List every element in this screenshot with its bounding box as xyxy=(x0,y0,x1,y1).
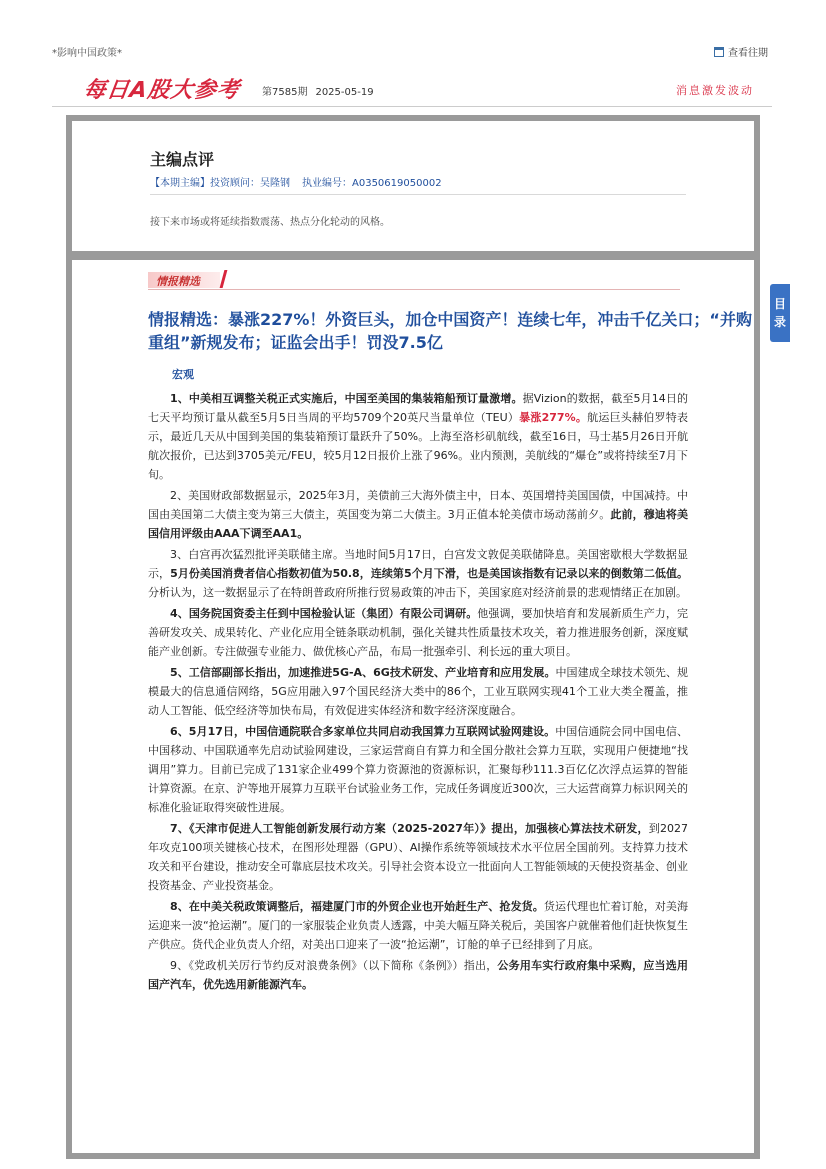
banner-line xyxy=(148,289,680,290)
archive-link[interactable] xyxy=(714,44,768,59)
issue-date: 2025-05-19 xyxy=(315,87,374,98)
paragraph: 9、《党政机关厉行节约反对浪费条例》（以下简称《条例》）指出，公务用车实行政府集中采购，应当选用国产汽车，优先选用新能源汽车。 xyxy=(148,959,688,991)
editorial-divider xyxy=(150,194,686,195)
editorial-box xyxy=(66,115,760,257)
editorial-meta xyxy=(150,174,454,189)
slogan: *影响中国政策* xyxy=(52,48,122,59)
paragraph: 2、美国财政部数据显示，2025年3月，美债前三大海外债主中，日本、英国增持美国国债，中国减持。中国由美国第二大债主变为第三大债主，英国变为第二大债主。3月正值本轮美债市场动荡前夕。此前，穆迪将美国信用评级由AAA下调至AA1。 xyxy=(148,489,688,540)
chief-label: 【本期主编】 xyxy=(150,178,210,189)
header-divider xyxy=(52,106,772,107)
banner-label: 情报精选 xyxy=(156,275,200,288)
subsection-title: 宏观 xyxy=(172,368,194,381)
tagline: 消息激发波动 xyxy=(676,84,754,97)
toc-char-1: 目 xyxy=(773,297,786,311)
paragraph: 4、国务院国资委主任到中国检验认证（集团）有限公司调研。他强调，要加快培育和发展新质生产力，完善研发攻关、成果转化、产业化应用全链条联动机制，强化关键共性质量技术攻关，着力推进服务创新，深度赋能产业创新。专注做强专业能力、做优核心产品，布局一批强牵引、利长远的重大项目。 xyxy=(148,607,688,658)
issue-info xyxy=(262,83,382,98)
paragraph: 5、工信部副部长指出，加速推进5G-A、6G技术研发、产业培育和应用发展。中国建成全球技术领先、规模最大的信息通信网络，5G应用融入97个国民经济大类中的86个，工业互联网实现41个工业大类全覆盖，推动人工智能、低空经济等加快布局，有效促进实体经济和数字经济深度融合。 xyxy=(148,666,688,717)
article-title: 情报精选：暴涨227%！外资巨头，加仓中国资产！连续七年，冲击千亿关口；“并购重组”新规发布；证监会出手！罚没7.5亿 xyxy=(148,310,752,352)
intel-box xyxy=(66,254,760,1159)
editorial-text: 接下来市场或将延续指数震荡、热点分化轮动的风格。 xyxy=(150,217,390,228)
archive-label: 查看往期 xyxy=(728,48,768,59)
logo: 每日A股大参考 xyxy=(81,78,242,103)
advisor: 投资顾问：吴隆钢 xyxy=(210,178,290,189)
article-body xyxy=(148,389,688,996)
paragraph: 7、《天津市促进人工智能创新发展行动方案（2025-2027年）》提出，加强核心算法技术研发，到2027年攻克100项关键核心技术，在图形处理器（GPU）、AI操作系统等领域技术水平位居全国前列。支持算力技术攻关和平台建设，推动安全可靠底层技术攻关。引导社会资本设立一批面向人工智能领域的天使投资基金、创业投资基金、产业投资基金。 xyxy=(148,822,688,892)
toc-char-2: 录 xyxy=(773,315,786,329)
issue-number: 第7585期 xyxy=(262,87,308,98)
paragraph: 1、中美相互调整关税正式实施后，中国至美国的集装箱船预订量激增。据Vizion的数据，截至5月14日的七天平均预订量从截至5月5日当周的平均5709个20英尺当量单位（TEU）暴涨277%。航运巨头赫伯罗特表示，最近几天从中国到美国的集装箱预订量跃升了50%。上海至洛杉矶航线，截至16日，马士基5月26日开航航次报价，已达到3705美元/FEU，较5月12日报价上涨了96%。业内预测，美航线的“爆仓”或将持续至7月下旬。 xyxy=(148,392,689,481)
paragraph: 3、白宫再次猛烈批评美联储主席。当地时间5月17日，白宫发文敦促美联储降息。美国密歇根大学数据显示，5月份美国消费者信心指数初值为50.8，连续第5个月下滑，也是美国该指数有记录以来的倒数第二低值。分析认为，这一数据显示了在特朗普政府所推行贸易政策的冲击下，美国家庭对经济前景的悲观情绪正在加剧。 xyxy=(148,548,688,599)
paragraph: 6、5月17日，中国信通院联合多家单位共同启动我国算力互联网试验网建设。中国信通院会同中国电信、中国移动、中国联通率先启动试验网建设，三家运营商自有算力和全国分散社会算力互联，实现用户便捷地“找调用”算力。目前已完成了131家企业499个算力资源池的资源标识，汇聚每秒111.3百亿亿次浮点运算的智能计算资源。在京、沪等地开展算力互联平台试验业务工作，完成任务调度近300次，三大运营商算力标识网关的标准化验证取得突破性进展。 xyxy=(148,725,688,814)
toc-tab[interactable] xyxy=(770,284,790,342)
license-no: 执业编号：A0350619050002 xyxy=(302,178,442,189)
banner-accent xyxy=(220,270,228,288)
section-banner xyxy=(148,272,680,288)
calendar-icon xyxy=(714,47,724,57)
editorial-title: 主编点评 xyxy=(150,150,215,169)
paragraph: 8、在中美关税政策调整后，福建厦门市的外贸企业也开始赶生产、抢发货。货运代理也忙着订舱，对美海运迎来一波“抢运潮”。厦门的一家服装企业负责人透露，中美大幅互降关税后，美国客户就催着他们赶快恢复生产供应。货代企业负责人介绍，对美出口迎来了一波“抢运潮”，订舱的单子已经排到了月底。 xyxy=(148,900,689,951)
